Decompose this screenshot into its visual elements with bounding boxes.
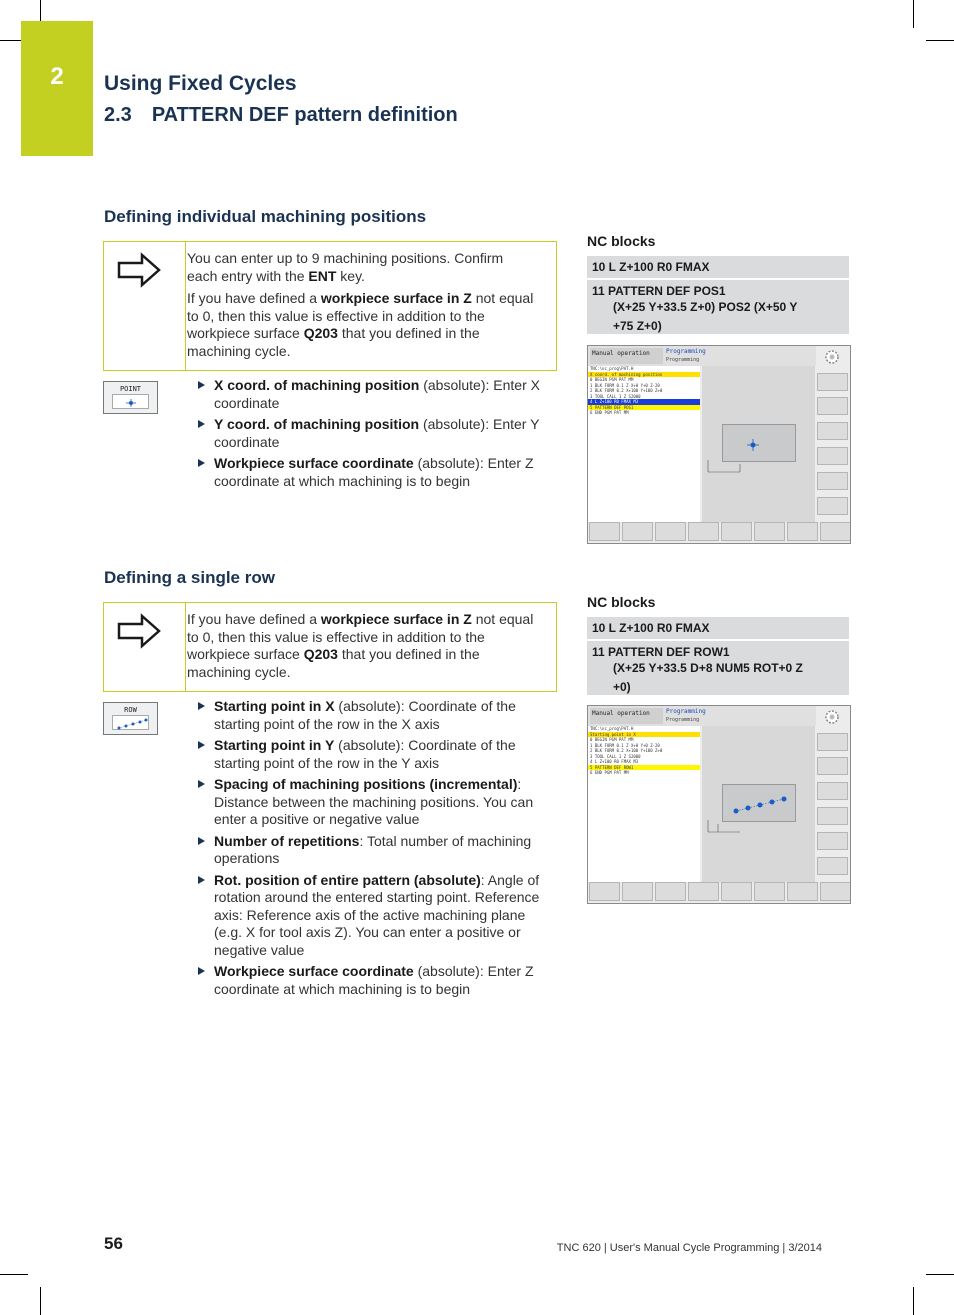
parameter-list — [194, 698, 554, 1002]
mode-programming — [666, 348, 786, 364]
nc-line: (X+25 Y+33.5 Z+0) POS2 (X+50 Y — [613, 300, 798, 314]
tnc-screenshot — [587, 345, 851, 544]
softkey-row — [589, 522, 849, 542]
bold-term: ENT — [308, 267, 337, 284]
bold-term: workpiece surface in Z — [320, 611, 472, 627]
crop-mark — [913, 1287, 914, 1315]
bold-term: Workpiece surface coordinate — [214, 963, 414, 979]
note-box — [103, 602, 557, 692]
softkey-row — [589, 882, 849, 902]
program-listing — [588, 726, 700, 882]
program-path: TNC:\nc_prog\PAT.H — [590, 366, 634, 371]
graphic-window — [702, 726, 815, 882]
nc-block — [587, 280, 849, 334]
screen-header — [588, 706, 816, 726]
nc-blocks-label: NC blocks — [587, 233, 656, 249]
mode-label: Programming — [666, 708, 706, 715]
section-title-text: PATTERN DEF pattern definition — [151, 104, 458, 126]
bold-term: Starting point in X — [214, 698, 335, 714]
note-paragraph: You can enter up to 9 machining positions. Confirm each entry with the ENT key. — [187, 250, 504, 284]
parameter-item: Y coord. of machining position (absolute): Enter Y coordinate — [194, 416, 554, 451]
parameter-item: Starting point in Y (absolute): Coordinate of the starting point of the row in the Y axis — [194, 737, 554, 772]
nc-line: 10 L Z+100 R0 FMAX — [592, 621, 710, 635]
program-line: 0 BEGIN PGM PAT MM — [590, 737, 634, 742]
input-caption: X coord. of machining position — [588, 372, 700, 378]
mode-sub-label: Programming — [666, 717, 700, 723]
mode-manual: Manual operation — [590, 708, 663, 724]
gear-icon — [819, 348, 845, 366]
section-number: 2.3 — [104, 104, 132, 126]
chapter-tab — [21, 21, 93, 156]
section-heading: Defining a single row — [104, 568, 275, 587]
row-positions-icon — [723, 785, 795, 821]
workpiece-graphic — [722, 784, 796, 822]
nc-line: +0) — [613, 680, 631, 694]
softkey-label: POINT — [119, 385, 142, 393]
program-line: 1 BLK FORM 0.1 Z X+0 Y+0 Z-20 — [590, 382, 660, 388]
crop-mark — [913, 0, 914, 28]
point-icon — [114, 396, 149, 410]
crop-mark — [926, 40, 954, 41]
parameter-item: Number of repetitions: Total number of machining operations — [194, 833, 554, 868]
bold-term: Workpiece surface coordinate — [214, 455, 414, 471]
section-heading: Defining individual machining positions — [104, 207, 427, 226]
tnc-screenshot — [587, 705, 851, 904]
program-lines — [588, 377, 700, 416]
row-softkey — [103, 702, 158, 735]
nc-block — [587, 617, 849, 639]
section-title — [104, 104, 458, 127]
program-line: 6 END PGM PAT MM — [590, 770, 629, 775]
mode-label: Programming — [666, 348, 706, 355]
position-marker-icon — [723, 425, 795, 461]
bold-term: X coord. of machining position — [214, 377, 420, 393]
program-line: 2 BLK FORM 0.2 X+100 Y+100 Z+0 — [590, 388, 663, 393]
arrow-right-icon — [116, 252, 162, 288]
row-icon — [114, 717, 149, 731]
crop-mark — [0, 1274, 28, 1275]
chapter-number: 2 — [50, 63, 64, 90]
bold-term: Starting point in Y — [214, 737, 335, 753]
program-line: 5 PATTERN DEF ROW1 — [588, 765, 700, 771]
arrow-right-icon — [116, 613, 162, 649]
softkey-label: ROW — [124, 706, 137, 714]
input-caption: Starting point in X — [588, 732, 700, 738]
program-line: 0 BEGIN PGM PAT MM — [590, 377, 634, 382]
nc-line: 10 L Z+100 R0 FMAX — [592, 260, 710, 274]
mode-programming — [666, 708, 786, 724]
mode-manual: Manual operation — [590, 348, 663, 364]
parameter-item: Starting point in X (absolute): Coordinate of the starting point of the row in the X axis — [194, 698, 554, 733]
parameter-list — [194, 377, 554, 494]
crop-mark — [40, 1287, 41, 1315]
note-text — [187, 611, 537, 686]
nc-blocks-label: NC blocks — [587, 594, 656, 610]
bold-term: Spacing of machining positions (incremental) — [214, 776, 518, 792]
note-box — [103, 241, 557, 371]
bold-term: Y coord. of machining position — [214, 416, 420, 432]
program-line: 1 BLK FORM 0.1 Z X+0 Y+0 Z-20 — [590, 742, 660, 748]
bold-term: Q203 — [303, 646, 338, 662]
nc-block — [587, 641, 849, 695]
program-line: 3 TOOL CALL 1 Z S2000 — [590, 753, 641, 759]
program-line: 4 L Z+100 R0 FMAX M3 — [588, 399, 700, 405]
point-softkey — [103, 381, 158, 414]
bold-term: Rot. position of entire pattern (absolute) — [214, 871, 481, 888]
note-text — [187, 250, 537, 365]
nc-line: (X+25 Y+33.5 D+8 NUM5 ROT+0 Z — [613, 661, 803, 675]
program-line: 4 L Z+100 R0 FMAX M3 — [590, 759, 639, 764]
page-number: 56 — [104, 1234, 123, 1253]
program-line: 5 PATTERN DEF POS1 — [588, 405, 700, 411]
parameter-item: Spacing of machining positions (incremental): Distance between the machining positions. You can enter a positive or negative value — [194, 776, 554, 829]
dimension-icon — [704, 820, 744, 840]
nc-line: 11 PATTERN DEF POS1 — [592, 284, 726, 298]
program-lines — [588, 737, 700, 776]
program-listing — [588, 366, 700, 522]
mode-sub-label: Programming — [666, 357, 700, 363]
nc-line: 11 PATTERN DEF ROW1 — [592, 645, 730, 659]
bold-term: Number of repetitions — [214, 832, 360, 849]
nc-line: +75 Z+0) — [613, 319, 662, 333]
gear-icon — [819, 708, 845, 726]
bold-term: workpiece surface in Z — [320, 290, 472, 306]
chapter-title: Using Fixed Cycles — [104, 72, 297, 95]
bold-term: Q203 — [303, 325, 338, 341]
note-paragraph: If you have defined a workpiece surface in Z not equal to 0, then this value is effective in addition to the workpiece surface Q203 that you defined in the machining cycle. — [187, 290, 534, 359]
program-line: 3 TOOL CALL 1 Z S2000 — [590, 393, 641, 399]
screen-header — [588, 346, 816, 366]
parameter-item: Workpiece surface coordinate (absolute): Enter Z coordinate at which machining is to begin — [194, 963, 554, 998]
parameter-item: Rot. position of entire pattern (absolute): Angle of rotation around the entered starting point. Reference axis: Reference axis of the active machining plane (e.g. X for tool axis Z). You can enter a positive or negative value — [194, 872, 554, 960]
parameter-item: X coord. of machining position (absolute): Enter X coordinate — [194, 377, 554, 412]
program-line: 2 BLK FORM 0.2 X+100 Y+100 Z+0 — [590, 748, 663, 753]
footer-text: TNC 620 | User's Manual Cycle Programming | 3/2014 — [556, 1242, 822, 1254]
parameter-item: Workpiece surface coordinate (absolute): Enter Z coordinate at which machining is to begin — [194, 455, 554, 490]
program-line: 6 END PGM PAT MM — [590, 410, 629, 415]
note-paragraph: If you have defined a workpiece surface in Z not equal to 0, then this value is effective in addition to the workpiece surface Q203 that you defined in the machining cycle. — [187, 611, 534, 680]
nc-block — [587, 256, 849, 278]
program-path: TNC:\nc_prog\PAT.H — [590, 726, 634, 731]
graphic-window — [702, 366, 815, 522]
workpiece-graphic — [722, 424, 796, 462]
crop-mark — [926, 1274, 954, 1275]
dimension-icon — [704, 460, 744, 480]
